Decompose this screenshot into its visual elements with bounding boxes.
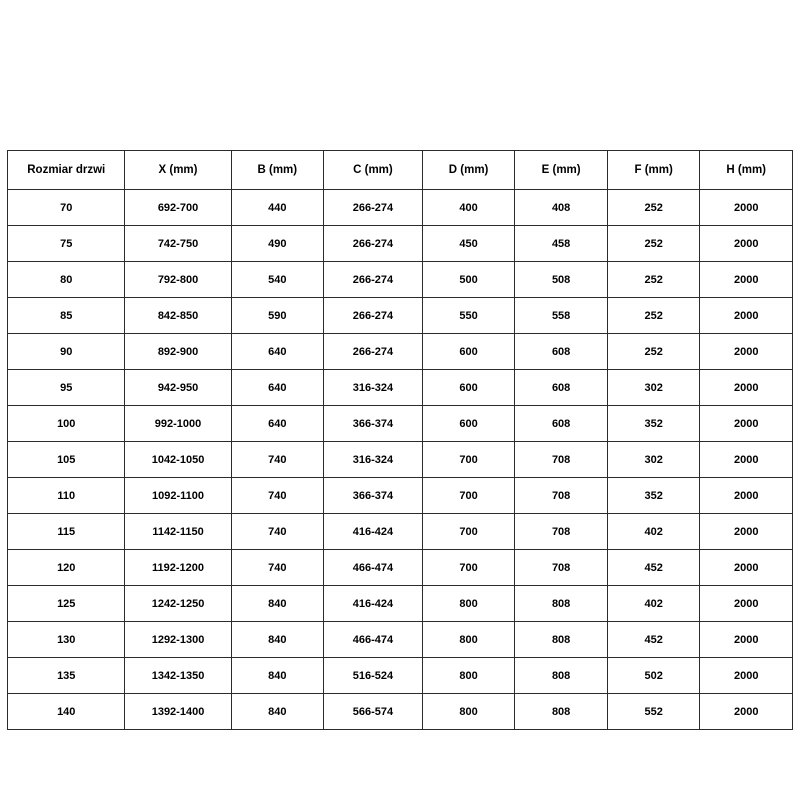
cell-h: 2000 xyxy=(700,658,793,694)
table-row xyxy=(8,658,793,694)
cell-f: 452 xyxy=(607,622,700,658)
cell-d: 550 xyxy=(422,298,515,334)
column-header-e: E (mm) xyxy=(515,151,608,190)
cell-f: 252 xyxy=(607,334,700,370)
cell-c: 516-524 xyxy=(324,658,423,694)
cell-x: 992-1000 xyxy=(125,406,231,442)
cell-f: 502 xyxy=(607,658,700,694)
cell-c: 316-324 xyxy=(324,370,423,406)
table-row xyxy=(8,514,793,550)
cell-e: 608 xyxy=(515,334,608,370)
cell-h: 2000 xyxy=(700,442,793,478)
cell-e: 708 xyxy=(515,550,608,586)
table-row xyxy=(8,550,793,586)
cell-door-size: 130 xyxy=(8,622,125,658)
cell-x: 792-800 xyxy=(125,262,231,298)
cell-door-size: 110 xyxy=(8,478,125,514)
cell-f: 552 xyxy=(607,694,700,730)
cell-c: 366-374 xyxy=(324,406,423,442)
cell-d: 800 xyxy=(422,586,515,622)
cell-f: 402 xyxy=(607,586,700,622)
cell-h: 2000 xyxy=(700,370,793,406)
cell-d: 800 xyxy=(422,658,515,694)
cell-h: 2000 xyxy=(700,622,793,658)
cell-b: 640 xyxy=(231,406,324,442)
cell-h: 2000 xyxy=(700,190,793,226)
cell-x: 1242-1250 xyxy=(125,586,231,622)
cell-d: 700 xyxy=(422,478,515,514)
table-row xyxy=(8,334,793,370)
cell-b: 840 xyxy=(231,586,324,622)
cell-door-size: 115 xyxy=(8,514,125,550)
cell-d: 700 xyxy=(422,514,515,550)
table-row xyxy=(8,226,793,262)
cell-door-size: 140 xyxy=(8,694,125,730)
cell-x: 1392-1400 xyxy=(125,694,231,730)
specification-table-container xyxy=(7,150,793,730)
cell-d: 400 xyxy=(422,190,515,226)
cell-h: 2000 xyxy=(700,514,793,550)
cell-b: 740 xyxy=(231,514,324,550)
cell-x: 692-700 xyxy=(125,190,231,226)
cell-b: 840 xyxy=(231,658,324,694)
cell-x: 1042-1050 xyxy=(125,442,231,478)
cell-f: 252 xyxy=(607,298,700,334)
table-row xyxy=(8,442,793,478)
cell-f: 352 xyxy=(607,478,700,514)
cell-c: 266-274 xyxy=(324,190,423,226)
cell-door-size: 100 xyxy=(8,406,125,442)
cell-e: 808 xyxy=(515,622,608,658)
table-row xyxy=(8,406,793,442)
cell-h: 2000 xyxy=(700,298,793,334)
cell-f: 302 xyxy=(607,442,700,478)
cell-e: 608 xyxy=(515,370,608,406)
cell-x: 1092-1100 xyxy=(125,478,231,514)
cell-e: 558 xyxy=(515,298,608,334)
cell-door-size: 85 xyxy=(8,298,125,334)
cell-h: 2000 xyxy=(700,262,793,298)
cell-door-size: 90 xyxy=(8,334,125,370)
cell-b: 440 xyxy=(231,190,324,226)
table-row xyxy=(8,478,793,514)
cell-e: 608 xyxy=(515,406,608,442)
cell-e: 708 xyxy=(515,442,608,478)
cell-x: 892-900 xyxy=(125,334,231,370)
cell-x: 842-850 xyxy=(125,298,231,334)
cell-door-size: 80 xyxy=(8,262,125,298)
cell-door-size: 75 xyxy=(8,226,125,262)
cell-e: 808 xyxy=(515,586,608,622)
cell-e: 708 xyxy=(515,514,608,550)
cell-b: 640 xyxy=(231,370,324,406)
cell-e: 408 xyxy=(515,190,608,226)
cell-x: 1192-1200 xyxy=(125,550,231,586)
cell-e: 458 xyxy=(515,226,608,262)
cell-b: 540 xyxy=(231,262,324,298)
column-header-f: F (mm) xyxy=(607,151,700,190)
table-row xyxy=(8,370,793,406)
cell-c: 566-574 xyxy=(324,694,423,730)
cell-c: 466-474 xyxy=(324,550,423,586)
cell-b: 740 xyxy=(231,442,324,478)
cell-f: 252 xyxy=(607,190,700,226)
cell-f: 352 xyxy=(607,406,700,442)
cell-d: 500 xyxy=(422,262,515,298)
column-header-b: B (mm) xyxy=(231,151,324,190)
cell-c: 416-424 xyxy=(324,586,423,622)
cell-door-size: 135 xyxy=(8,658,125,694)
cell-d: 700 xyxy=(422,550,515,586)
column-header-c: C (mm) xyxy=(324,151,423,190)
cell-c: 366-374 xyxy=(324,478,423,514)
cell-h: 2000 xyxy=(700,586,793,622)
cell-b: 840 xyxy=(231,694,324,730)
cell-e: 808 xyxy=(515,694,608,730)
cell-x: 942-950 xyxy=(125,370,231,406)
column-header-door-size: Rozmiar drzwi xyxy=(8,151,125,190)
column-header-d: D (mm) xyxy=(422,151,515,190)
cell-c: 416-424 xyxy=(324,514,423,550)
cell-d: 800 xyxy=(422,694,515,730)
cell-door-size: 125 xyxy=(8,586,125,622)
cell-x: 1292-1300 xyxy=(125,622,231,658)
table-row xyxy=(8,694,793,730)
cell-f: 302 xyxy=(607,370,700,406)
table-row xyxy=(8,190,793,226)
cell-c: 466-474 xyxy=(324,622,423,658)
cell-c: 316-324 xyxy=(324,442,423,478)
cell-door-size: 105 xyxy=(8,442,125,478)
cell-x: 1342-1350 xyxy=(125,658,231,694)
table-row xyxy=(8,298,793,334)
cell-c: 266-274 xyxy=(324,262,423,298)
cell-b: 490 xyxy=(231,226,324,262)
table-body xyxy=(8,190,793,730)
cell-e: 508 xyxy=(515,262,608,298)
cell-x: 742-750 xyxy=(125,226,231,262)
column-header-x: X (mm) xyxy=(125,151,231,190)
cell-d: 600 xyxy=(422,370,515,406)
cell-f: 252 xyxy=(607,226,700,262)
cell-h: 2000 xyxy=(700,406,793,442)
cell-f: 452 xyxy=(607,550,700,586)
cell-c: 266-274 xyxy=(324,334,423,370)
cell-c: 266-274 xyxy=(324,226,423,262)
cell-d: 800 xyxy=(422,622,515,658)
cell-door-size: 120 xyxy=(8,550,125,586)
cell-d: 600 xyxy=(422,406,515,442)
cell-f: 252 xyxy=(607,262,700,298)
column-header-h: H (mm) xyxy=(700,151,793,190)
cell-h: 2000 xyxy=(700,334,793,370)
cell-b: 840 xyxy=(231,622,324,658)
specification-table xyxy=(7,150,793,730)
cell-b: 590 xyxy=(231,298,324,334)
table-row xyxy=(8,622,793,658)
cell-c: 266-274 xyxy=(324,298,423,334)
table-header-row xyxy=(8,151,793,190)
cell-h: 2000 xyxy=(700,226,793,262)
cell-f: 402 xyxy=(607,514,700,550)
cell-h: 2000 xyxy=(700,694,793,730)
table-row xyxy=(8,262,793,298)
cell-d: 450 xyxy=(422,226,515,262)
cell-door-size: 95 xyxy=(8,370,125,406)
cell-b: 740 xyxy=(231,478,324,514)
cell-e: 808 xyxy=(515,658,608,694)
cell-e: 708 xyxy=(515,478,608,514)
cell-door-size: 70 xyxy=(8,190,125,226)
cell-d: 600 xyxy=(422,334,515,370)
cell-h: 2000 xyxy=(700,478,793,514)
table-header xyxy=(8,151,793,190)
cell-d: 700 xyxy=(422,442,515,478)
cell-x: 1142-1150 xyxy=(125,514,231,550)
table-row xyxy=(8,586,793,622)
cell-b: 640 xyxy=(231,334,324,370)
cell-h: 2000 xyxy=(700,550,793,586)
cell-b: 740 xyxy=(231,550,324,586)
